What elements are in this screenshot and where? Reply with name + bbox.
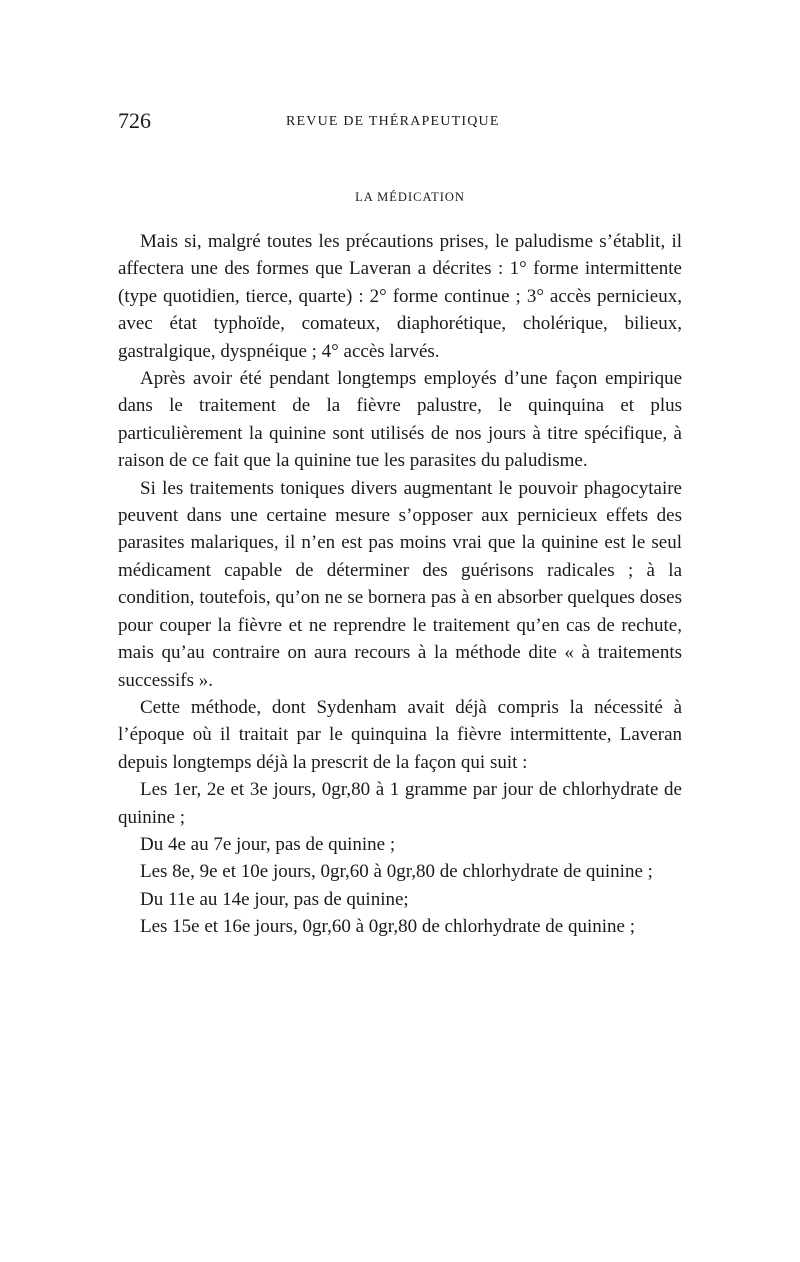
schedule-item: Du 11e au 14e jour, pas de quinine; xyxy=(140,888,409,910)
schedule-item: Les 8e, 9e et 10e jours, 0gr,60 à 0gr,80 de chlorhydrate de quinine ; xyxy=(140,861,653,883)
paragraph-quinine-history: Après avoir été pendant longtemps employés d’une façon empirique dans le traitement de la fièvre palustre, le quinquina et plus particulièrement la quinine sont utilisés de nos jours à titre spécifique, à raison de ce fait que la quinine tue les parasites du paludisme. xyxy=(118,368,682,472)
section-title: LA MÉDICATION xyxy=(355,190,465,204)
body-text xyxy=(118,228,682,776)
book-page xyxy=(118,108,682,941)
running-header xyxy=(118,108,682,142)
dosage-schedule xyxy=(118,776,682,940)
paragraph-forms: Mais si, malgré toutes les précautions prises, le paludisme s’établit, il affectera une des formes que Laveran a décrites : 1° forme intermittente (type quotidien, tierce, quarte) : 2° forme continue ; 3° accès pernicieux, avec état typhoïde, comateux, diaphorétique, cholérique, bilieux, gastralgique, dyspnéique ; 4° accès larvés. xyxy=(118,231,682,362)
schedule-item: Les 1er, 2e et 3e jours, 0gr,80 à 1 gramme par jour de chlorhydrate de quinine ; xyxy=(118,779,682,828)
page-number: 726 xyxy=(118,108,151,133)
paragraph-successive-treatments: Si les traitements toniques divers augmentant le pouvoir phagocytaire peuvent dans une certaine mesure s’opposer aux pernicieux effets des parasites malariques, il n’en est pas moins vrai que la quinine est le seul médicament capable de déterminer des guérisons radicales ; à la condition, toutefois, qu’on ne se bornera pas à en absorber quelques doses pour couper la fièvre et ne reprendre le traitement qu’en cas de rechute, mais qu’au contraire on aura recours à la méthode dite « à traitements successifs ». xyxy=(118,477,682,691)
journal-title: REVUE DE THÉRAPEUTIQUE xyxy=(286,114,500,129)
schedule-item: Les 15e et 16e jours, 0gr,60 à 0gr,80 de chlorhydrate de quinine ; xyxy=(140,916,635,938)
paragraph-sydenham-method: Cette méthode, dont Sydenham avait déjà compris la nécessité à l’époque où il traitait par le quinquina la fièvre intermittente, Laveran depuis longtemps déjà la prescrit de la façon qui suit : xyxy=(118,696,682,773)
schedule-item: Du 4e au 7e jour, pas de quinine ; xyxy=(140,833,396,855)
